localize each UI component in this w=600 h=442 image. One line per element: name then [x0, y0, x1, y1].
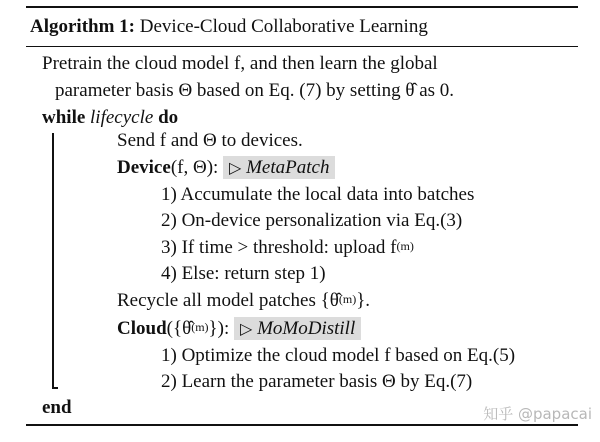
algorithm-name: Device-Cloud Collaborative Learning — [139, 16, 428, 37]
pretrain-line-1: Pretrain the cloud model f, and then learn the global — [42, 53, 438, 74]
device-keyword: Device — [117, 157, 171, 178]
cloud-args-sup: (m) — [191, 320, 209, 334]
device-step-3-text: 3) If time > threshold: upload f — [161, 237, 397, 258]
cloud-keyword: Cloud — [117, 318, 167, 339]
while-line — [42, 107, 178, 129]
while-keyword: while — [42, 107, 86, 128]
recycle-text: Recycle all model patches {θ̂ — [117, 290, 339, 311]
device-line — [117, 157, 335, 180]
comment-triangle-icon: ▷ — [240, 321, 253, 338]
send-line: Send f and Θ to devices. — [117, 130, 303, 151]
cloud-comment-text: MoMoDistill — [257, 318, 356, 339]
while-condition: lifecycle — [90, 107, 154, 128]
device-comment-text: MetaPatch — [246, 157, 330, 178]
cloud-args: ({θ̂ — [166, 318, 192, 339]
algorithm-label: Algorithm 1: — [30, 16, 136, 37]
device-step-1: 1) Accumulate the local data into batches — [161, 184, 475, 205]
loop-bar — [52, 133, 54, 388]
device-step-2: 2) On-device personalization via Eq.(3) — [161, 210, 463, 231]
algorithm-title — [30, 16, 428, 38]
cloud-comment — [234, 317, 361, 340]
device-args: (f, Θ): — [170, 157, 219, 178]
cloud-step-1: 1) Optimize the cloud model f based on Eq.(5) — [161, 345, 516, 366]
device-step-3-sup: (m) — [396, 239, 414, 253]
end-keyword: end — [42, 397, 72, 418]
device-comment — [223, 156, 335, 179]
loop-bar-end — [52, 387, 58, 389]
title-rule — [26, 46, 578, 47]
cloud-line: Cloud({θ̂$^{(m)}$}): ▷ MoMoDistill — [117, 318, 361, 341]
bottom-rule — [26, 424, 578, 426]
do-keyword: do — [158, 107, 179, 128]
recycle-line: Recycle all model patches {θ̂$^{(m)}$}. — [117, 290, 371, 311]
device-step-3 — [161, 237, 414, 259]
top-rule — [26, 6, 578, 8]
comment-triangle-icon: ▷ — [229, 160, 242, 177]
cloud-step-2: 2) Learn the parameter basis Θ by Eq.(7) — [161, 371, 473, 392]
watermark: 知乎 @papacai — [483, 405, 592, 423]
pretrain-line-2: parameter basis Θ based on Eq. (7) by setting θ̂ as 0. — [55, 80, 455, 101]
device-step-4: 4) Else: return step 1) — [161, 263, 326, 284]
recycle-sup: (m) — [338, 292, 357, 306]
